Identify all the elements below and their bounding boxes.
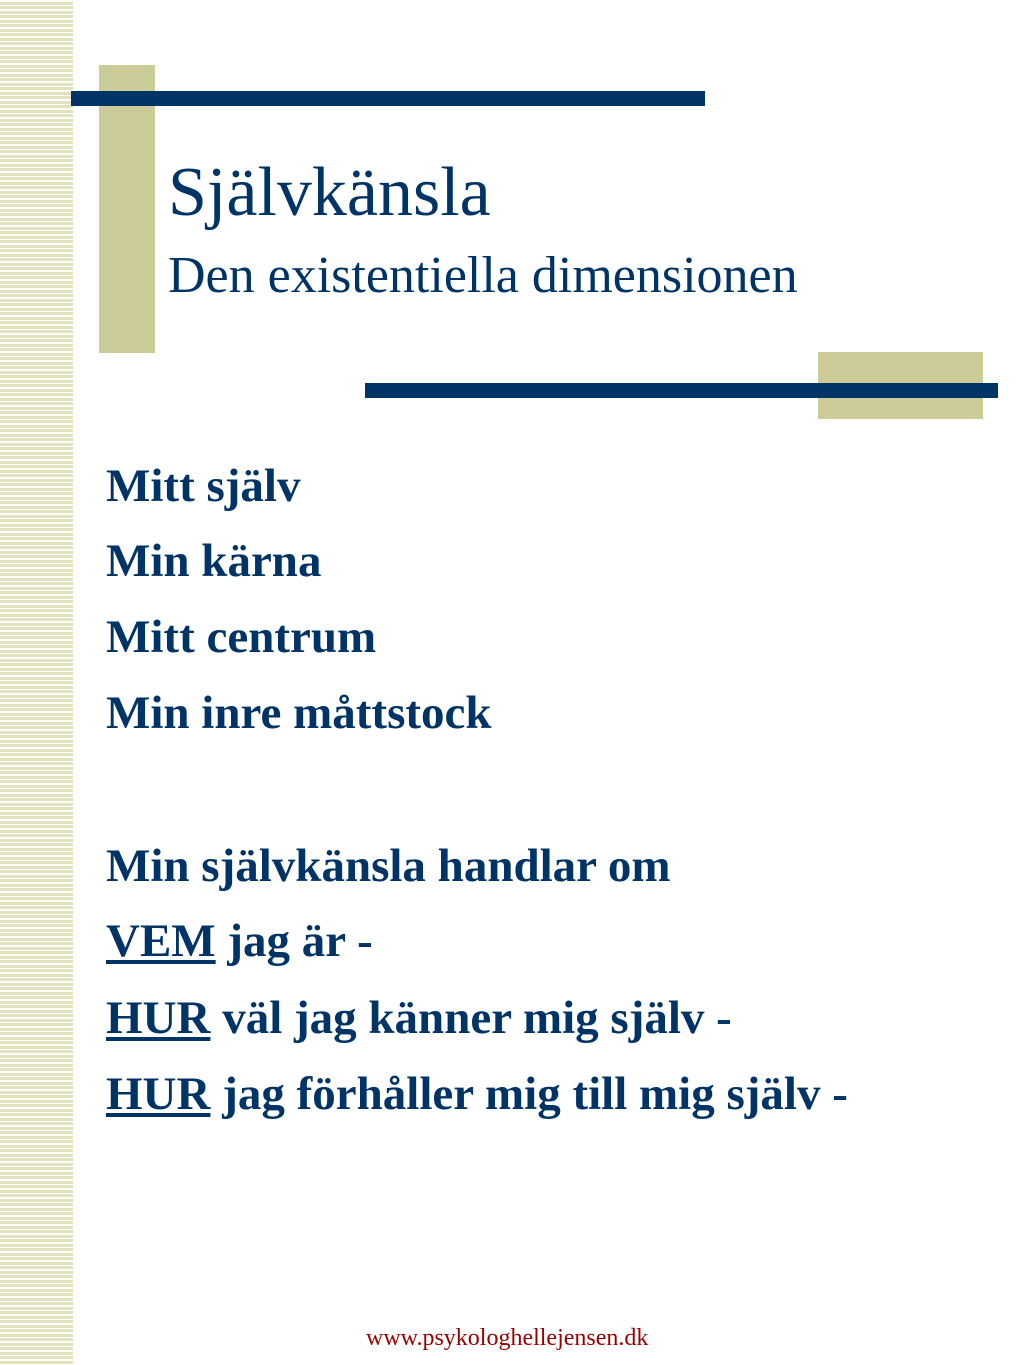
slide-title: Självkänsla xyxy=(168,154,491,231)
body-line-center: Mitt centrum xyxy=(106,611,377,663)
khaki-vertical-block xyxy=(99,65,155,353)
question-text: jag förhåller mig till mig själv - xyxy=(210,1068,848,1120)
navy-top-rule xyxy=(71,91,705,106)
body-line-statement: Min självkänsla handlar om xyxy=(106,840,671,892)
body-line-inner-measure: Min inre måttstock xyxy=(106,687,492,739)
body-line-self: Mitt själv xyxy=(106,460,301,512)
question-text: jag är - xyxy=(215,915,373,967)
slide-subtitle: Den existentiella dimensionen xyxy=(168,247,798,304)
striped-side-band xyxy=(0,0,73,1365)
question-line-how-relate xyxy=(106,1068,848,1120)
navy-bottom-rule xyxy=(365,383,998,398)
question-line-how-know xyxy=(106,992,732,1044)
question-text: väl jag känner mig själv - xyxy=(210,992,732,1044)
keyword-hur: HUR xyxy=(106,992,211,1044)
footer-url: www.psykologhellejensen.dk xyxy=(366,1325,649,1351)
body-line-core: Min kärna xyxy=(106,535,322,587)
keyword-hur: HUR xyxy=(106,1068,211,1120)
question-line-who xyxy=(106,915,373,967)
keyword-vem: VEM xyxy=(106,915,216,967)
